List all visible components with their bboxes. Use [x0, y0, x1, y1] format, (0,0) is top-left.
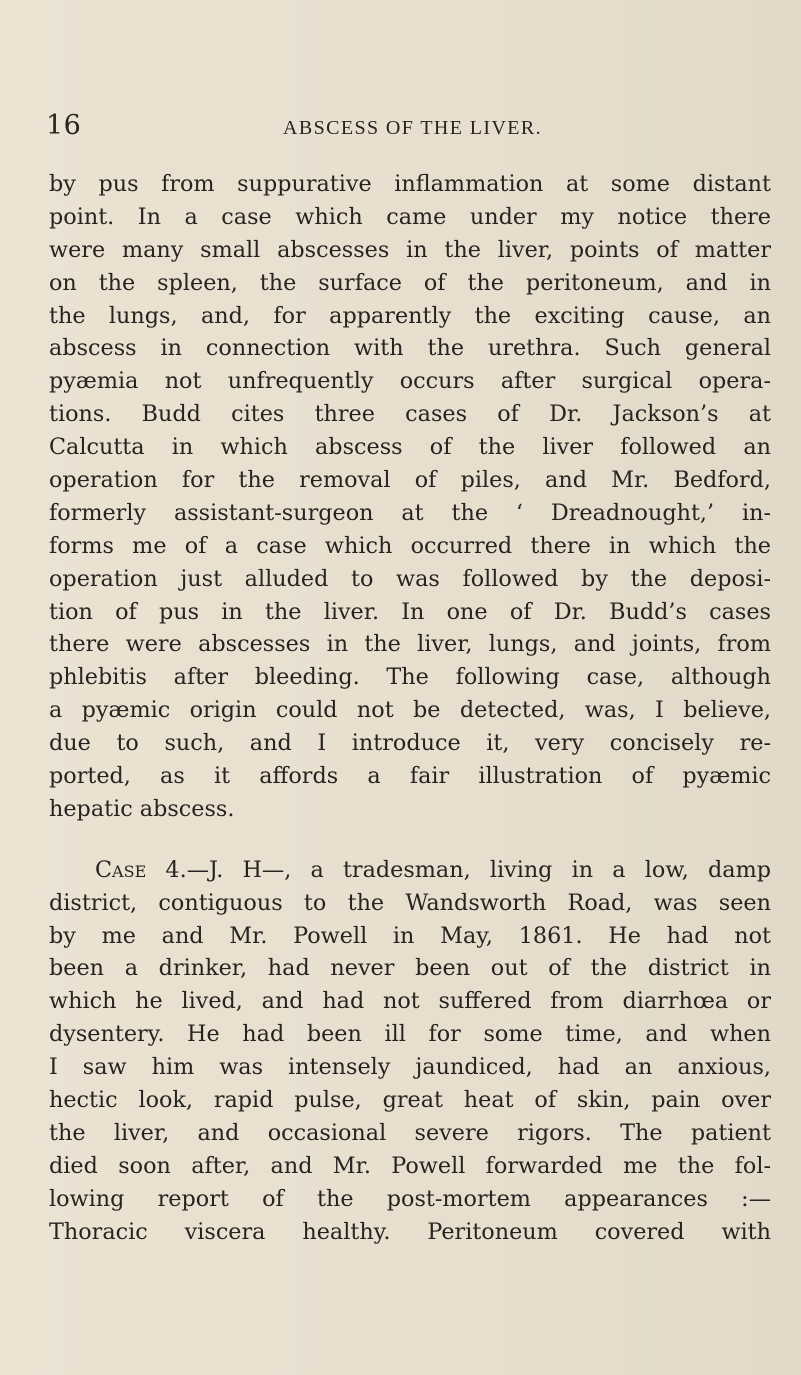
text-line: operation just alluded to was followed by the deposi- [49, 565, 771, 592]
text-line: pyæmia not unfrequently occurs after surgical opera- [49, 368, 771, 395]
text-line: the liver, and occasional severe rigors. The patient [49, 1119, 771, 1146]
text-line: ported, as it affords a fair illustration of pyæmic [49, 763, 771, 790]
text-line: hectic look, rapid pulse, great heat of skin, pain over [49, 1087, 771, 1114]
case-first-line-text: —J. H—, a tradesman, living in a low, damp [186, 856, 771, 883]
text-line: Thoracic viscera healthy. Peritoneum covered with [49, 1218, 771, 1245]
text-line: by me and Mr. Powell in May, 1861. He had not [49, 922, 771, 949]
text-line: phlebitis after bleeding. The following case, although [49, 664, 771, 691]
body-text [49, 168, 771, 1249]
text-line: tion of pus in the liver. In one of Dr. Budd’s cases [49, 598, 771, 625]
text-line: district, contiguous to the Wandsworth Road, was seen [49, 889, 771, 916]
text-line: dysentery. He had been ill for some time, and when [49, 1021, 771, 1048]
text-line: a pyæmic origin could not be detected, was, I believe, [49, 697, 771, 724]
text-line: tions. Budd cites three cases of Dr. Jackson’s at [49, 401, 771, 428]
text-line: been a drinker, had never been out of the district in [49, 955, 771, 982]
text-line: the lungs, and, for apparently the exciting cause, an [49, 302, 771, 329]
paragraph-1 [49, 168, 771, 826]
running-head [0, 108, 801, 144]
text-line: point. In a case which came under my notice there [49, 203, 771, 230]
text-line: Calcutta in which abscess of the liver followed an [49, 434, 771, 461]
page-number: 16 [46, 110, 82, 141]
running-title: ABSCESS OF THE LIVER. [283, 117, 543, 139]
paragraph-gap [49, 826, 771, 854]
text-line: died soon after, and Mr. Powell forwarded me the fol- [49, 1152, 771, 1179]
text-line: operation for the removal of piles, and Mr. Bedford, [49, 467, 771, 494]
text-line: formerly assistant-surgeon at the ‘ Dreadnought,’ in- [49, 499, 771, 526]
text-line: forms me of a case which occurred there in which the [49, 532, 771, 559]
text-line: I saw him was intensely jaundiced, had an anxious, [49, 1054, 771, 1081]
text-line: lowing report of the post-mortem appearances :— [49, 1185, 771, 1212]
text-line [49, 854, 771, 887]
text-line: which he lived, and had not suffered from diarrhœa or [49, 988, 771, 1015]
text-line: on the spleen, the surface of the peritoneum, and in [49, 269, 771, 296]
text-line: were many small abscesses in the liver, points of matter [49, 236, 771, 263]
text-line: due to such, and I introduce it, very concisely re- [49, 730, 771, 757]
text-line: hepatic abscess. [49, 795, 235, 822]
text-line: abscess in connection with the urethra. Such general [49, 335, 771, 362]
paragraph-2 [49, 854, 771, 1249]
case-label: Case 4. [95, 856, 187, 883]
text-line: there were abscesses in the liver, lungs, and joints, from [49, 631, 771, 658]
text-line: by pus from suppurative inflammation at some distant [49, 171, 771, 197]
